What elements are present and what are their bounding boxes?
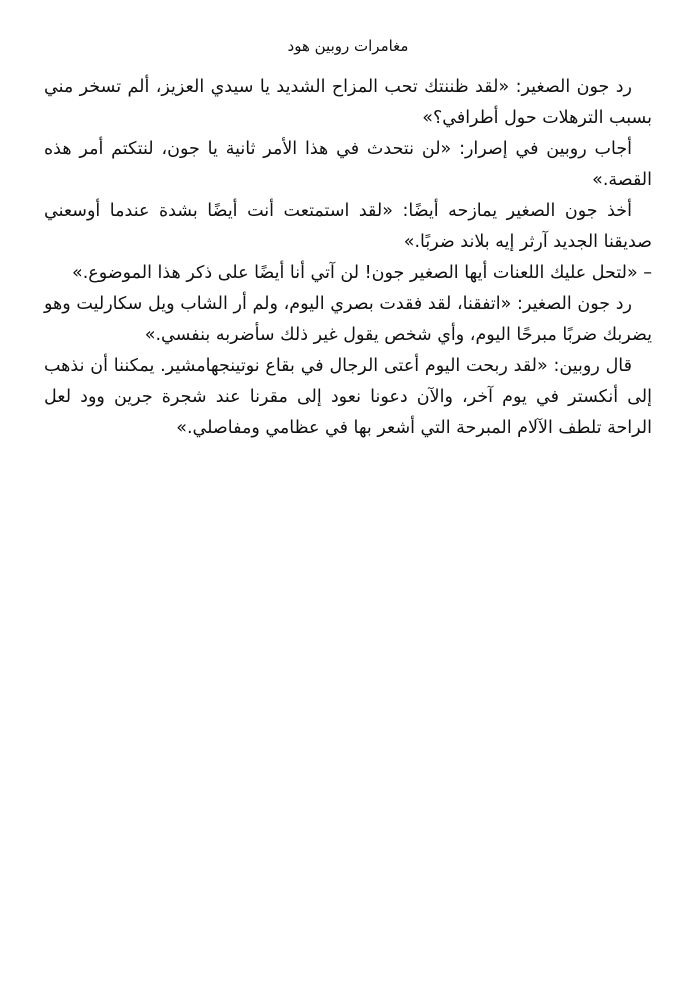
paragraph: رد جون الصغير: «لقد ظننتك تحب المزاح الشديد يا سيدي العزيز، ألم تسخر مني بسبب الترهلات حول أطرافي؟» — [44, 77, 652, 128]
paragraph: – «لتحل عليك اللعنات أيها الصغير جون! لن آتي أنا أيضًا على ذكر هذا الموضوع.» — [71, 263, 652, 283]
paragraph: قال روبين: «لقد ربحت اليوم أعتى الرجال في بقاع نوتينجهامشير. يمكننا أن نذهب إلى أنكستر في يوم آخر، والآن دعونا نعود إلى مقرنا عند شجرة جرين وود لعل الراحة تلطف الآلام المبرحة التي أشعر بها في عظامي ومفاصلي.» — [44, 356, 652, 438]
paragraph: رد جون الصغير: «اتفقنا، لقد فقدت بصري اليوم، ولم أر الشاب ويل سكارليت وهو يضربك ضربًا مبرحًا اليوم، وأي شخص يقول غير ذلك سأضربه بنفسي.» — [44, 294, 652, 345]
paragraph: أخذ جون الصغير يمازحه أيضًا: «لقد استمتعت أنت أيضًا بشدة عندما أوسعني صديقنا الجديد آرثر إيه بلاند ضربًا.» — [44, 201, 652, 252]
running-header: مغامرات روبين هود — [287, 37, 409, 55]
body-text — [44, 72, 652, 444]
paragraph: أجاب روبين في إصرار: «لن نتحدث في هذا الأمر ثانية يا جون، لنتكتم أمر هذه القصة.» — [44, 139, 652, 190]
